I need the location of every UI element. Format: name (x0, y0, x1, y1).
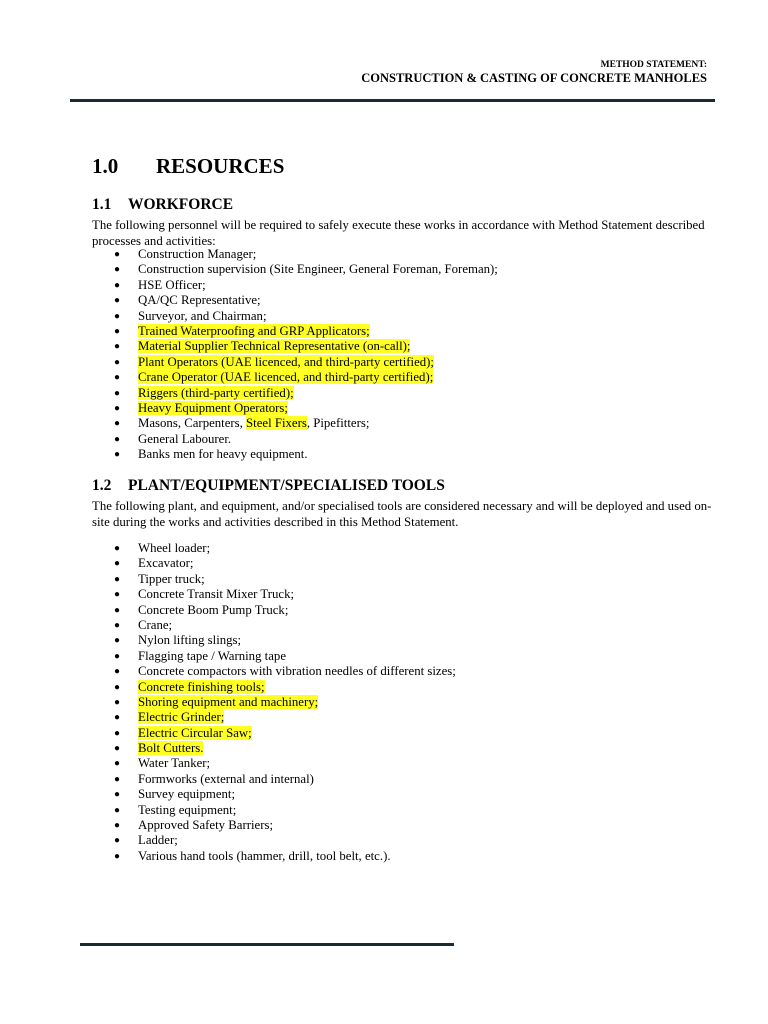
list-item (92, 833, 456, 848)
bullet-icon: ● (114, 402, 121, 414)
bullet-icon: ● (114, 387, 121, 399)
bullet-icon: ● (114, 295, 121, 307)
item-text: Construction Manager; (138, 247, 257, 261)
item-text: HSE Officer; (138, 277, 206, 292)
item-text: Construction supervision (Site Engineer, General Foreman, Foreman); (138, 262, 498, 277)
list-item (92, 787, 456, 802)
list-item (92, 587, 456, 602)
workforce-intro: The following personnel will be required to safely execute these works in accordance with Method Statement described processes and activities: (92, 218, 705, 248)
item-text: Surveyor, and Chairman; (138, 308, 267, 323)
highlighted-text: Steel Fixers (246, 416, 307, 431)
bullet-icon: ● (114, 804, 121, 816)
bullet-icon: ● (114, 573, 121, 585)
bullet-icon: ● (114, 325, 121, 337)
item-text: Crane; (138, 617, 173, 632)
item-text: Tipper truck; (138, 571, 205, 586)
item-text: Concrete Boom Pump Truck; (138, 602, 289, 617)
bullet-icon: ● (114, 310, 121, 322)
bullet-icon: ● (114, 835, 121, 847)
bullet-icon: ● (114, 635, 121, 647)
list-item (92, 649, 456, 664)
bullet-icon: ● (114, 589, 121, 601)
bullet-icon: ● (114, 850, 121, 862)
list-item (92, 556, 456, 571)
list-item (92, 818, 456, 833)
list-item (92, 803, 456, 818)
workforce-list (92, 247, 498, 462)
tools-intro: The following plant, and equipment, and/or specialised tools are considered necessary and will be deployed and used on-site during the works and activities described in this Method Statement. (92, 499, 712, 529)
item-text: General Labourer. (138, 431, 232, 446)
bullet-icon: ● (114, 433, 121, 445)
item-text: Testing equipment; (138, 802, 237, 817)
list-item (92, 680, 456, 695)
bullet-icon: ● (114, 356, 121, 368)
item-text: Nylon lifting slings; (138, 633, 242, 648)
list-item (92, 664, 456, 679)
bullet-icon: ● (114, 820, 121, 832)
section-title: RESOURCES (156, 154, 285, 178)
list-item (92, 710, 456, 725)
item-text: Water Tanker; (138, 756, 211, 771)
list-item (92, 447, 498, 462)
highlighted-text: Riggers (third-party certified); (138, 385, 294, 400)
item-text: Excavator; (138, 556, 194, 571)
item-text: Survey equipment; (138, 787, 236, 802)
header-divider (70, 99, 715, 102)
bullet-icon: ● (114, 418, 121, 430)
item-text: Concrete compactors with vibration needles of different sizes; (138, 664, 456, 679)
bullet-icon: ● (114, 249, 121, 260)
tools-title: PLANT/EQUIPMENT/SPECIALISED TOOLS (128, 477, 445, 494)
item-text: Concrete Transit Mixer Truck; (138, 587, 295, 602)
tools-heading (92, 477, 445, 495)
list-item (92, 416, 498, 431)
list-item (92, 432, 498, 447)
bullet-icon: ● (114, 789, 121, 801)
item-text: Formworks (external and internal) (138, 771, 314, 786)
highlighted-text: Electric Circular Saw; (138, 725, 252, 740)
item-text: QA/QC Representative; (138, 293, 261, 308)
section-number: 1.0 (92, 154, 119, 178)
bullet-icon: ● (114, 727, 121, 739)
list-item (92, 572, 456, 587)
list-item (92, 541, 456, 556)
bullet-icon: ● (114, 543, 121, 554)
bullet-icon: ● (114, 696, 121, 708)
list-item (92, 618, 456, 633)
list-item (92, 278, 498, 293)
bullet-icon: ● (114, 666, 121, 678)
footer-divider (80, 943, 454, 946)
bullet-icon: ● (114, 712, 121, 724)
workforce-title: WORKFORCE (128, 196, 234, 213)
bullet-icon: ● (114, 279, 121, 291)
highlighted-text: Bolt Cutters. (138, 741, 204, 756)
list-item (92, 772, 456, 787)
bullet-icon: ● (114, 341, 121, 353)
list-item (92, 849, 456, 864)
list-item (92, 741, 456, 756)
bullet-icon: ● (114, 650, 121, 662)
bullet-icon: ● (114, 681, 121, 693)
bullet-icon: ● (114, 619, 121, 631)
list-item (92, 603, 456, 618)
list-item (92, 355, 498, 370)
item-text: Approved Safety Barriers; (138, 818, 274, 833)
section-heading (92, 154, 284, 179)
tools-number: 1.2 (92, 477, 112, 494)
highlighted-text: Concrete finishing tools; (138, 679, 265, 694)
highlighted-text: Plant Operators (UAE licenced, and third-party certified); (138, 354, 434, 369)
list-item (92, 401, 498, 416)
item-text: Banks men for heavy equipment. (138, 447, 308, 462)
list-item (92, 695, 456, 710)
bullet-icon: ● (114, 449, 121, 461)
list-item (92, 386, 498, 401)
bullet-icon: ● (114, 264, 121, 276)
item-text: , Pipefitters; (306, 416, 370, 431)
list-item (92, 247, 498, 262)
list-item (92, 324, 498, 339)
list-item (92, 756, 456, 771)
tools-list (92, 541, 456, 864)
highlighted-text: Trained Waterproofing and GRP Applicators; (138, 323, 370, 338)
bullet-icon: ● (114, 372, 121, 384)
bullet-icon: ● (114, 558, 121, 570)
header-title: CONSTRUCTION & CASTING OF CONCRETE MANHOLES (361, 71, 707, 85)
list-item (92, 262, 498, 277)
list-item (92, 726, 456, 741)
list-item (92, 633, 456, 648)
highlighted-text: Electric Grinder; (138, 710, 225, 725)
highlighted-text: Heavy Equipment Operators; (138, 400, 288, 415)
item-text: Flagging tape / Warning tape (138, 648, 286, 663)
item-text: Masons, Carpenters, (138, 416, 247, 431)
bullet-icon: ● (114, 743, 121, 755)
workforce-number: 1.1 (92, 196, 112, 213)
list-item (92, 309, 498, 324)
item-text: Various hand tools (hammer, drill, tool belt, etc.). (138, 848, 391, 863)
header-label: METHOD STATEMENT: (600, 60, 707, 70)
list-item (92, 370, 498, 385)
bullet-icon: ● (114, 773, 121, 785)
list-item (92, 293, 498, 308)
highlighted-text: Shoring equipment and machinery; (138, 694, 319, 709)
item-text: Wheel loader; (138, 541, 211, 555)
bullet-icon: ● (114, 758, 121, 770)
highlighted-text: Material Supplier Technical Representative (on-call); (138, 339, 411, 354)
workforce-heading (92, 196, 233, 214)
bullet-icon: ● (114, 604, 121, 616)
item-text: Ladder; (138, 833, 178, 848)
list-item (92, 339, 498, 354)
highlighted-text: Crane Operator (UAE licenced, and third-party certified); (138, 370, 434, 385)
